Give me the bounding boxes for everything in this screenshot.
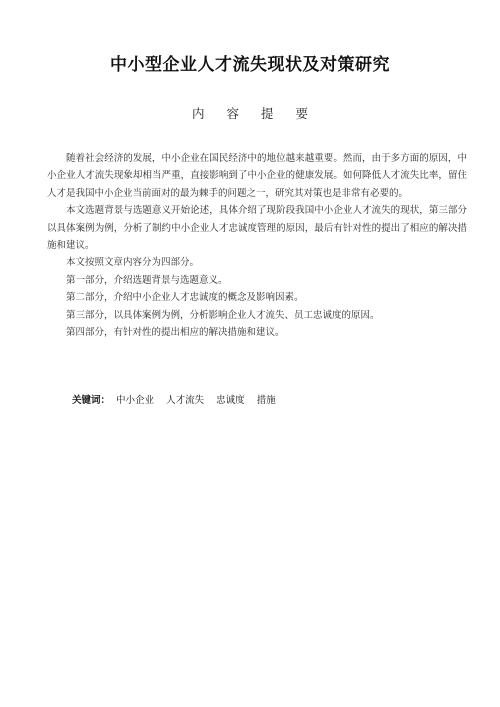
keyword-item: 中小企业 <box>116 395 155 406</box>
abstract-paragraph: 第一部分，介绍选题背景与选题意义。 <box>66 274 228 286</box>
abstract-heading-char: 要 <box>295 106 309 121</box>
abstract-paragraph: 第二部分，介绍中小企业人才忠诚度的概念及影响因素。 <box>66 292 304 304</box>
abstract-heading-char: 容 <box>226 106 239 121</box>
keyword-item: 人才流失 <box>166 395 205 406</box>
abstract-paragraph: 随着社会经济的发展，中小企业在国民经济中的地位越来越重要。然而，由于多方面的原因，中小企业人才流失现象却相当严重，直接影响到了中小企业的健康发展。如何降低人才流失比率，留住人才是我国中小企业当前面对的最为棘手的问题之一，研究其对策也是非常有必要的。 <box>47 153 467 199</box>
abstract-paragraph: 第四部分，有针对性的提出相应的解决措施和建议。 <box>66 327 285 339</box>
abstract-paragraph: 第三部分，以具体案例为例，分析影响企业人才流失、员工忠诚度的原因。 <box>66 309 380 321</box>
abstract-body <box>47 150 467 341</box>
keyword-item: 忠诚度 <box>216 395 245 406</box>
keywords-line <box>72 392 285 406</box>
abstract-paragraph: 本文按照文章内容分为四部分。 <box>66 257 200 269</box>
abstract-heading-char: 提 <box>261 106 274 121</box>
keyword-item: 措施 <box>256 395 276 406</box>
abstract-heading-char: 内 <box>191 106 205 121</box>
abstract-heading <box>0 104 500 122</box>
keywords-label: 关键词： <box>72 395 111 406</box>
abstract-paragraph: 本文选题背景与选题意义开始论述，具体介绍了现阶段我国中小企业人才流失的现状，第三部分以具体案例为例，分析了制约中小企业人才忠诚度管理的原因，最后有针对性的提出了相应的解决措施和建议。 <box>47 205 467 252</box>
document-title: 中小型企业人才流失现状及对策研究 <box>110 55 390 75</box>
